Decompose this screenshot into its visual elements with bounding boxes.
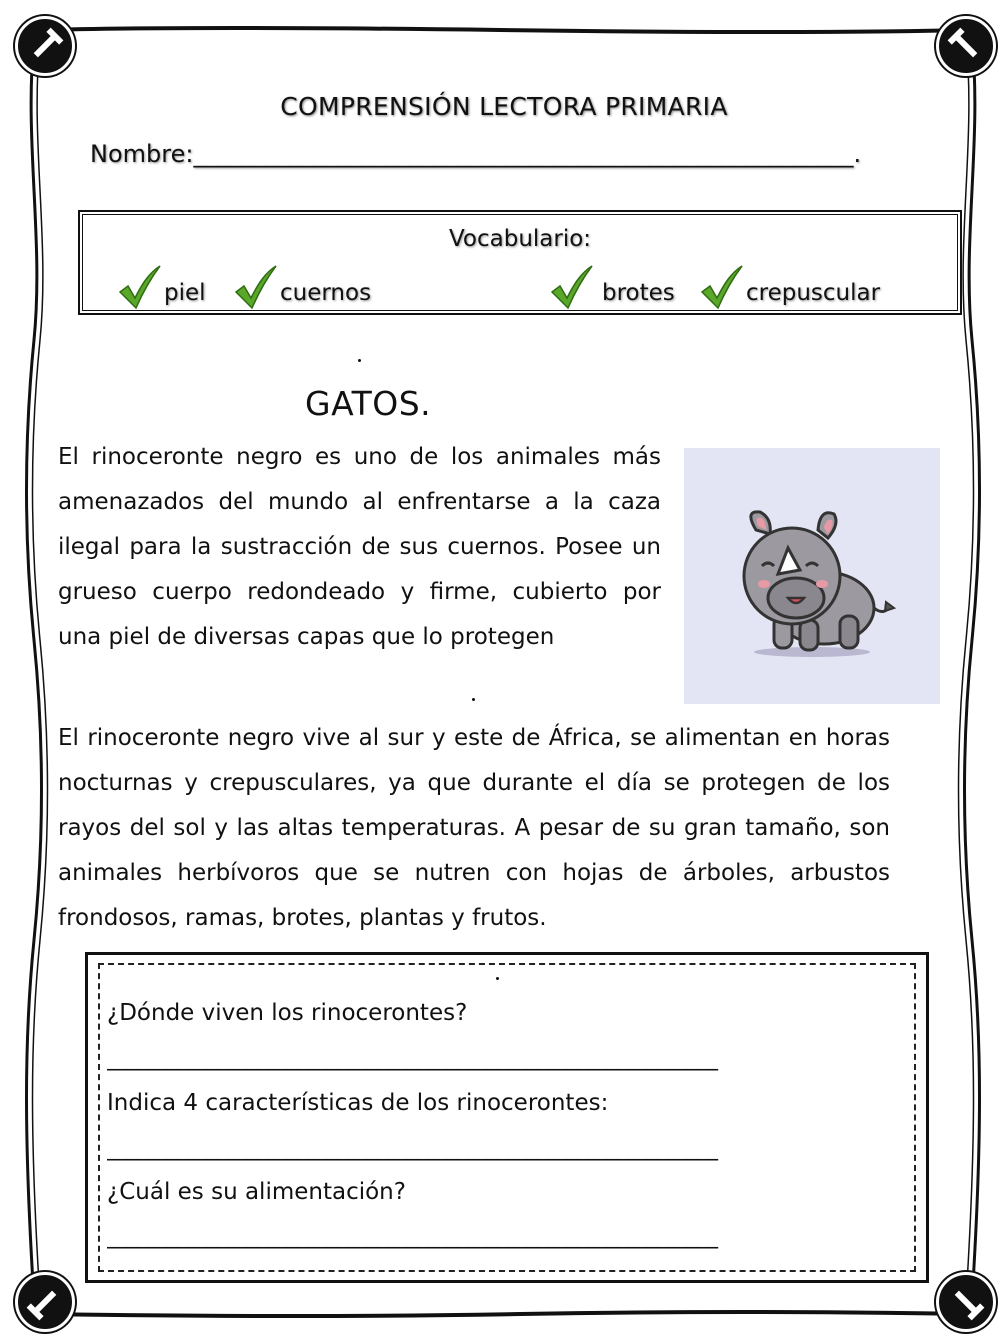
- story-title: GATOS.: [305, 384, 432, 423]
- corner-nail-icon: [936, 16, 996, 76]
- corner-nail-icon: [15, 16, 75, 76]
- name-field[interactable]: Nombre:_______________________________________________________.: [90, 140, 862, 168]
- stray-dot: [472, 698, 475, 701]
- story-paragraph-2: El rinoceronte negro vive al sur y este de África, se alimentan en horas nocturnas y crepusculares, ya que durante el día se protegen de los rayos del sol y las altas temperaturas. A pesar de su gran tamaño, son animales herbívoros que se nutren con hojas de árboles, arbustos frondosos, ramas, brotes, plantas y frutos.: [58, 725, 890, 931]
- vocab-item-crepuscular: [700, 264, 880, 310]
- answer-line-2[interactable]: _____________________________________________________________: [107, 1136, 717, 1161]
- answer-line-3[interactable]: _____________________________________________________________: [107, 1224, 717, 1249]
- vocab-item-piel: [118, 264, 206, 310]
- question-1: ¿Dónde viven los rinocerontes?: [107, 1000, 468, 1026]
- page-title: COMPRENSIÓN LECTORA PRIMARIA: [280, 92, 728, 121]
- answer-line-1[interactable]: _____________________________________________________________: [107, 1046, 717, 1071]
- corner-nail-icon: [936, 1272, 996, 1332]
- checkmark-icon: [550, 264, 594, 310]
- vocab-word: piel: [164, 280, 206, 306]
- stray-dot: [358, 359, 361, 362]
- story-paragraph-1: El rinoceronte negro es uno de los animales más amenazados del mundo al enfrentarse a la caza ilegal para la sustracción de sus cuernos. Posee un grueso cuerpo redondeado y firme, cubierto por una piel de diversas capas que lo protegen: [58, 444, 661, 650]
- vocabulary-title: Vocabulario:: [448, 226, 592, 252]
- vocab-item-brotes: [550, 264, 675, 310]
- question-3: ¿Cuál es su alimentación?: [107, 1179, 406, 1205]
- rhino-illustration: [684, 448, 940, 704]
- question-2: Indica 4 características de los rinocerontes:: [107, 1090, 609, 1116]
- vocabulary-box: [78, 210, 962, 315]
- vocab-word: brotes: [602, 280, 675, 306]
- vocab-item-cuernos: [234, 264, 371, 310]
- stray-dot: [496, 977, 499, 980]
- vocab-word: crepuscular: [746, 280, 881, 306]
- checkmark-icon: [700, 264, 744, 310]
- checkmark-icon: [234, 264, 278, 310]
- vocab-word: cuernos: [280, 280, 372, 306]
- checkmark-icon: [118, 264, 162, 310]
- corner-nail-icon: [15, 1272, 75, 1332]
